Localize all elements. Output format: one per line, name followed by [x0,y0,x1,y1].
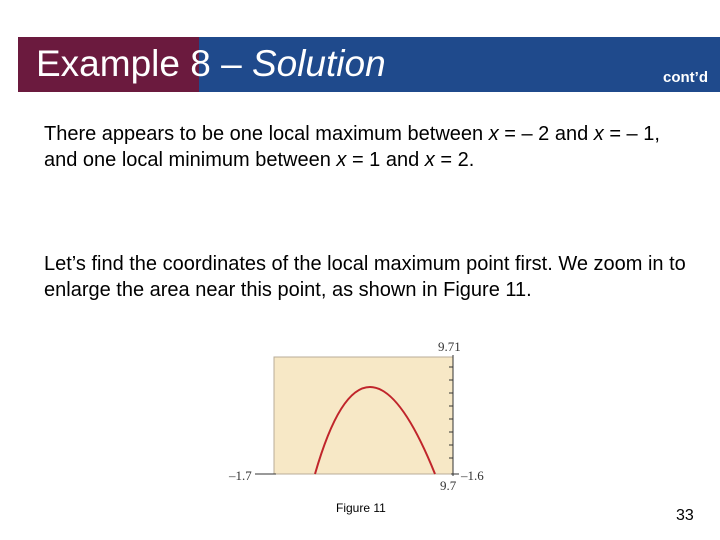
p1-text-d: = 1 and [346,149,425,171]
title-bar [18,37,720,92]
continued-label: cont’d [663,69,708,86]
title-italic: Solution [251,43,386,84]
var-x: x [488,123,499,145]
p1-text-e: = 2. [434,149,475,171]
title-main: Example 8 – [36,43,252,84]
y-max-label: 9.71 [438,339,461,354]
var-x: x [336,149,347,171]
slide-title [36,44,386,84]
paragraph-local-extrema [44,121,684,173]
graph-svg [225,335,495,500]
figure-caption: Figure 11 [336,501,386,515]
figure-11-graph [225,335,495,500]
p1-text-b: = – 2 and [498,123,594,145]
var-x: x [424,149,435,171]
page-number: 33 [676,507,694,524]
x-max-label: –1.6 [461,468,484,483]
y-min-label: 9.7 [440,478,457,493]
paragraph-zoom-instruction: Let’s find the coordinates of the local maximum point first. We zoom in to enlarge the area near this point, as shown in Figure 11. [44,253,686,301]
p1-text-a: There appears to be one local maximum between [44,123,489,145]
x-min-label: –1.7 [229,468,252,483]
plot-area [274,357,453,474]
p1-text-c: = – 1, and one local minimum between [44,123,660,171]
var-x: x [593,123,604,145]
